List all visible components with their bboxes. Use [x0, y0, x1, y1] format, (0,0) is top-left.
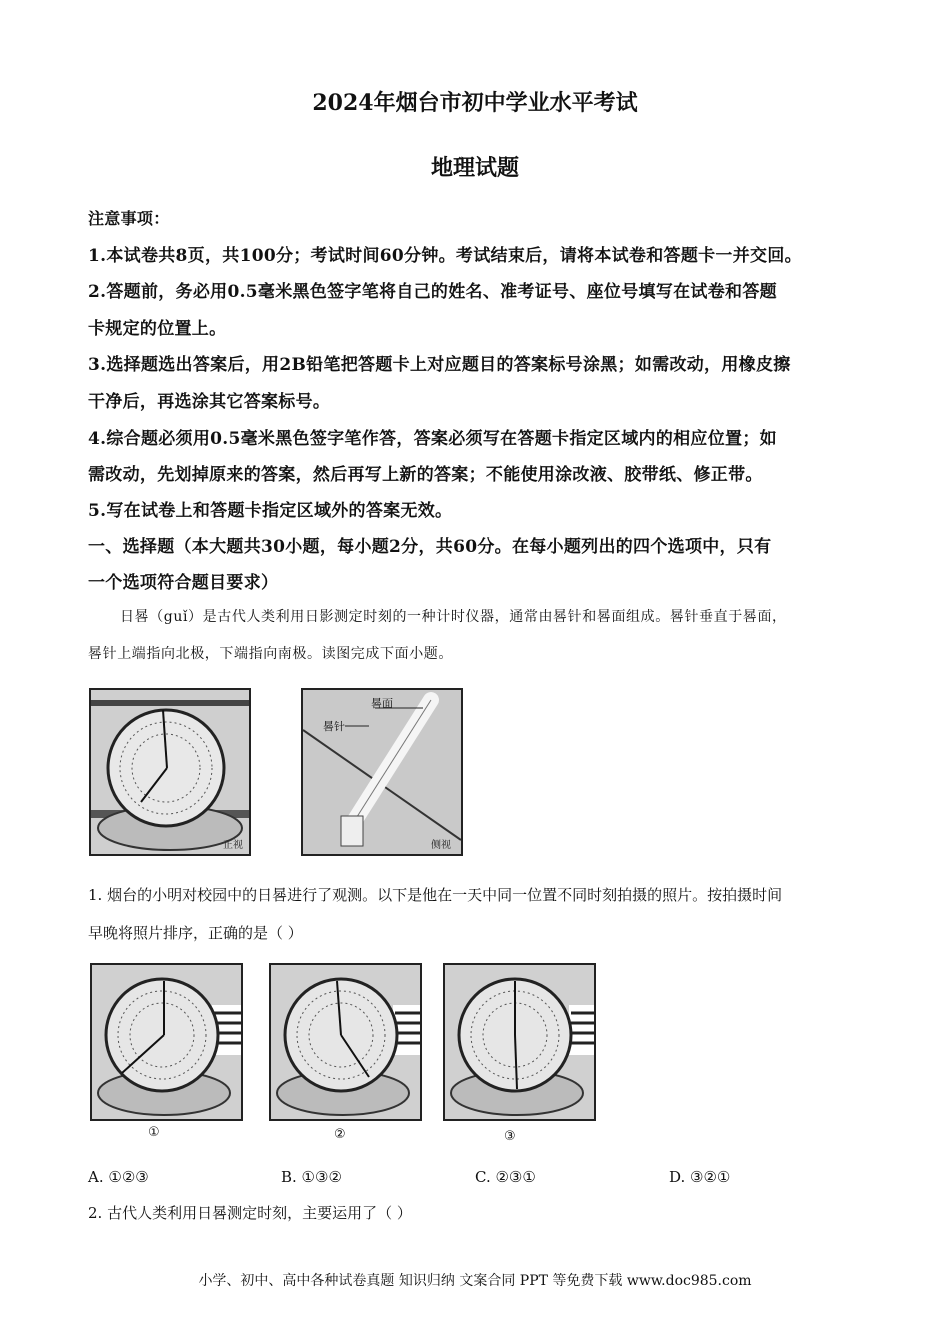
sundial-photo-2 [269, 963, 422, 1121]
photo-label-1: ① [148, 1125, 160, 1140]
notice-line: 2.答题前，务必用0.5毫米黑色签字笔将自己的姓名、准考证号、座位号填写在试卷和答题 [88, 282, 777, 302]
notice-heading: 注意事项： [88, 209, 170, 228]
option-b[interactable]: B. ①③② [281, 1168, 342, 1186]
question-1-text-cont: 早晚将照片排序，正确的是（ ） [88, 924, 303, 942]
photo-label-2: ② [334, 1127, 346, 1142]
needle-label: 晷针 [323, 720, 345, 733]
notice-line: 5.写在试卷上和答题卡指定区域外的答案无效。 [88, 501, 453, 521]
page-title: 2024年烟台市初中学业水平考试 [312, 90, 638, 116]
front-view-caption: 正视 [223, 840, 243, 851]
notice-line: 卡规定的位置上。 [88, 319, 227, 339]
option-d[interactable]: D. ③②① [669, 1168, 731, 1186]
notice-line: 干净后，再选涂其它答案标号。 [88, 392, 331, 412]
photo-label-3: ③ [504, 1129, 516, 1144]
notice-line: 需改动，先划掉原来的答案，然后再写上新的答案；不能使用涂改液、胶带纸、修正带。 [88, 465, 763, 485]
sundial-photo-3 [443, 963, 596, 1121]
notice-line: 4.综合题必须用0.5毫米黑色签字笔作答，答案必须写在答题卡指定区域内的相应位置；如 [88, 429, 777, 449]
sundial-front-photo [89, 688, 251, 856]
question-1-text: 1. 烟台的小明对校园中的日晷进行了观测。以下是他在一天中同一位置不同时刻拍摄的照片。按拍摄时间 [88, 886, 783, 904]
option-a[interactable]: A. ①②③ [88, 1168, 149, 1186]
passage-text: 晷针上端指向北极，下端指向南极。读图完成下面小题。 [88, 646, 453, 662]
notice-line: 3.选择题选出答案后，用2B铅笔把答题卡上对应题目的答案标号涂黑；如需改动，用橡皮擦 [88, 355, 791, 375]
sundial-side-photo [301, 688, 463, 856]
section-heading: 一、选择题（本大题共30小题，每小题2分，共60分。在每小题列出的四个选项中，只有 [88, 537, 772, 557]
option-c[interactable]: C. ②③① [475, 1168, 536, 1186]
sundial-photo-1 [90, 963, 243, 1121]
side-view-caption: 侧视 [431, 840, 451, 851]
page-subtitle: 地理试题 [430, 155, 519, 181]
notice-line: 1.本试卷共8页，共100分；考试时间60分钟。考试结束后，请将本试卷和答题卡一并交回。 [88, 246, 802, 266]
passage-text: 日晷（guǐ）是古代人类利用日影测定时刻的一种计时仪器，通常由晷针和晷面组成。晷针垂直于晷面， [120, 609, 787, 625]
question-2-text: 2. 古代人类利用日晷测定时刻，主要运用了（ ） [88, 1204, 412, 1222]
page-footer: 小学、初中、高中各种试卷真题 知识归纳 文案合同 PPT 等免费下载 www.doc985.com [198, 1273, 752, 1289]
face-label: 晷面 [371, 697, 393, 710]
section-heading-cont: 一个选项符合题目要求） [88, 573, 279, 593]
